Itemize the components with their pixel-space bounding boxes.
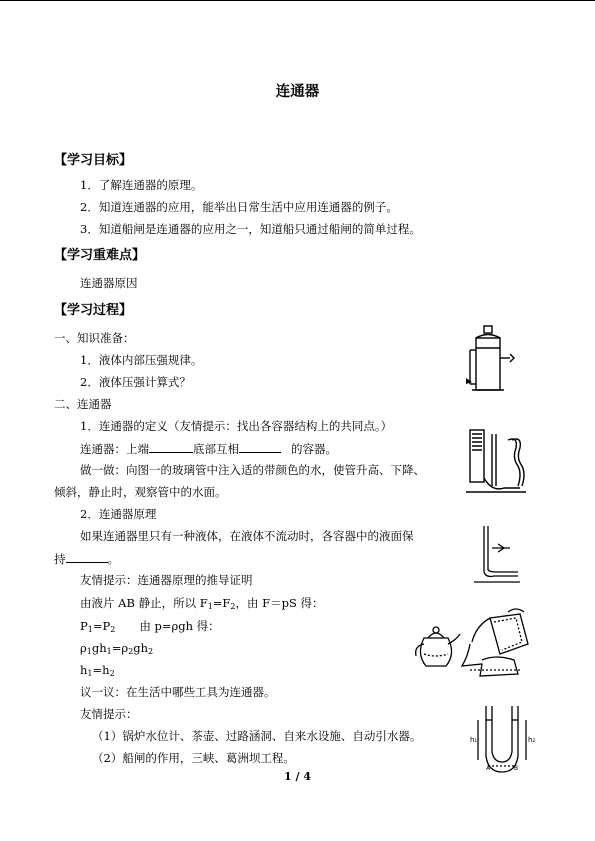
u-tube-h1-h2-illustration — [466, 700, 538, 780]
fill-blank[interactable] — [239, 441, 281, 453]
body-text: 议一议：在生活中哪些工具为连通器。 — [80, 685, 276, 699]
eq-text: P — [80, 619, 88, 633]
subscript: 2 — [128, 647, 134, 656]
eq-text: =P — [92, 619, 111, 633]
definition-text: 底部互相 — [193, 442, 239, 456]
body-text: 1．液体内部压强规律。 — [80, 353, 203, 367]
principle-line — [54, 551, 119, 566]
top-rule — [0, 0, 595, 1]
tip-text: 友情提示： — [80, 707, 138, 721]
page-number: 1 / 4 — [284, 770, 311, 783]
boiler-gauge-illustration — [462, 322, 522, 398]
section-heading-goals: 【学习目标】 — [54, 153, 133, 168]
subscript: 1 — [87, 669, 93, 678]
eq-text: 由液片 AB 静止，所以 F — [80, 596, 208, 610]
subscript: 2 — [110, 625, 116, 634]
definition-text: 连通器：上端 — [80, 442, 149, 456]
section-heading-key: 【学习重难点】 — [54, 248, 146, 263]
label-b: B — [514, 765, 519, 772]
definition-line — [80, 441, 337, 456]
subscript: 2 — [230, 602, 236, 611]
part-heading: 一、知识准备： — [54, 331, 135, 345]
tip-text: 友情提示：连通器原理的推导证明 — [80, 573, 253, 587]
label-h2: h₂ — [528, 736, 536, 744]
principle-text: 。 — [107, 552, 119, 566]
eq-text: ρ — [80, 641, 87, 655]
teapot-pouring-illustration — [410, 604, 534, 682]
goal-item: 1．了解连通器的原理。 — [80, 178, 203, 192]
fill-blank[interactable] — [149, 441, 193, 453]
equation-2 — [80, 641, 153, 659]
body-text: 1．连通器的定义（友情提示：找出各容器结构上的共同点。） — [80, 419, 393, 433]
eq-text: =F — [212, 596, 231, 610]
fill-blank[interactable] — [66, 551, 108, 563]
eq-text: =ρ — [111, 641, 129, 655]
body-text: 2．液体压强计算式？ — [80, 375, 191, 389]
part-heading: 二、连通器 — [54, 397, 112, 411]
principle-text: 持 — [54, 552, 66, 566]
equation-1 — [80, 619, 220, 637]
eq-text: h — [80, 663, 88, 677]
subscript: 2 — [148, 647, 154, 656]
body-text: 倾斜，静止时，观察管中的水面。 — [54, 485, 227, 499]
eq-text: 由 p=ρgh 得： — [139, 619, 220, 633]
body-text: 2．连通器原理 — [80, 507, 157, 521]
page-title: 连通器 — [275, 84, 320, 100]
eq-text: gh — [133, 641, 149, 655]
body-text: 做一做：向图一的玻璃管中注入适的带颜色的水，使管升高、下降、 — [80, 463, 425, 477]
goal-item: 2．知道连通器的应用，能举出日常生活中应用连通器的例子。 — [80, 200, 398, 214]
subscript: 1 — [207, 602, 213, 611]
key-point-text: 连通器原因 — [80, 276, 138, 290]
label-a: A — [486, 765, 491, 772]
glass-tube-illustration — [464, 426, 534, 498]
eq-text: =h — [92, 663, 110, 677]
subscript: 1 — [86, 647, 92, 656]
equation-3 — [80, 663, 115, 681]
goal-item: 3．知道船闸是连通器的应用之一，知道船只通过船闸的简单过程。 — [80, 222, 421, 236]
body-text: 如果连通器里只有一种液体，在液体不流动时，各容器中的液面保 — [80, 529, 414, 543]
subscript: 2 — [109, 669, 115, 678]
u-tube-liquid-illustration — [470, 520, 526, 584]
list-item: （1）锅炉水位计、茶壶、过路涵洞、自来水设施、自动引水器。 — [92, 729, 422, 743]
equation-intro — [80, 596, 324, 614]
definition-text: 的容器。 — [291, 442, 337, 456]
list-item: （2）船闸的作用，三峡、葛洲坝工程。 — [92, 751, 295, 765]
subscript: 1 — [106, 647, 112, 656]
label-h1: h₁ — [470, 736, 478, 744]
subscript: 1 — [87, 625, 93, 634]
section-heading-process: 【学习过程】 — [54, 303, 133, 318]
eq-text: gh — [91, 641, 107, 655]
eq-text: ，由 F＝pS 得： — [235, 596, 324, 610]
